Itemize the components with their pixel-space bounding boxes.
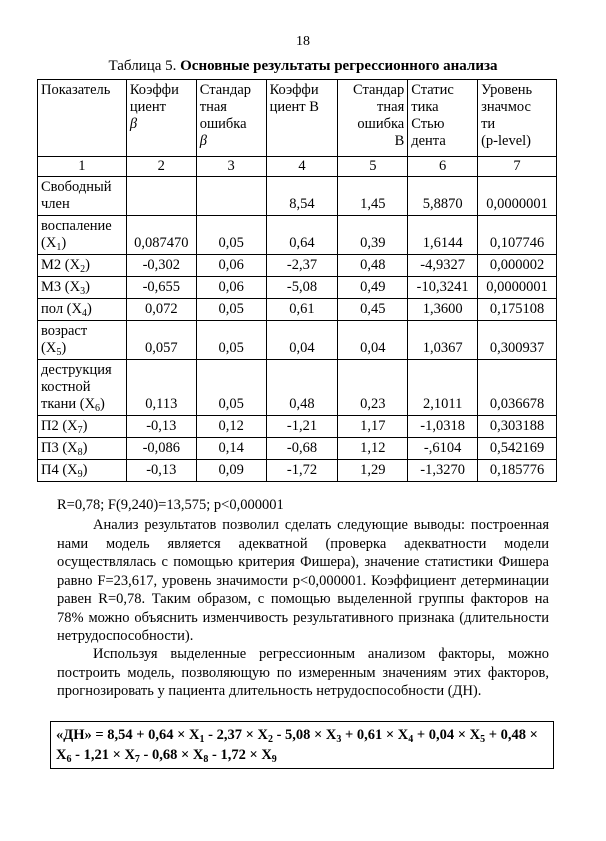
formula-term: + 0,48 × X bbox=[56, 727, 538, 763]
table-cell: 0,113 bbox=[126, 360, 196, 416]
table-cell: -1,0318 bbox=[408, 416, 478, 438]
table-cell: -2,37 bbox=[266, 255, 338, 277]
table-cell: 0,0000001 bbox=[478, 177, 557, 216]
table-header-row bbox=[38, 80, 557, 157]
formula-term: + 0,61 × X bbox=[341, 727, 409, 743]
header-indicator: Показатель bbox=[38, 80, 127, 157]
column-number: 2 bbox=[126, 157, 196, 177]
table-cell: -10,3241 bbox=[408, 277, 478, 299]
table-cell: 0,04 bbox=[338, 321, 408, 360]
formula-term: - 1,21 × X bbox=[71, 747, 135, 763]
header-se-b: Стандар тная ошибка В bbox=[338, 80, 408, 157]
formula-subscript: 8 bbox=[203, 754, 209, 765]
table-row bbox=[38, 438, 557, 460]
table-cell: 0,087470 bbox=[126, 216, 196, 255]
formula-subscript: 4 bbox=[408, 734, 414, 745]
regression-formula: «ДН» = $8,54 + 0,64 \times X_1 - 2,37 \times X_2 - 5,08 \times X_3 + 0,61 \times X_4 + 0,04 \times X_5 + 0,48 \times X_6 - 1,21 \times X_7 - 0,68 \times X_8 - 1,72 \times X_9$ bbox=[50, 721, 554, 769]
row-label: деструкция костной ткани $(X_6)$ bbox=[38, 360, 127, 416]
table-cell: 0,000002 bbox=[478, 255, 557, 277]
table-cell: 0,14 bbox=[196, 438, 266, 460]
table-cell: 0,05 bbox=[196, 216, 266, 255]
table-cell: 0,23 bbox=[338, 360, 408, 416]
table-row bbox=[38, 321, 557, 360]
row-label: М3 $(X_3)$ bbox=[38, 277, 127, 299]
row-label: П2 $(X_7)$ bbox=[38, 416, 127, 438]
row-label: пол $(X_4)$ bbox=[38, 299, 127, 321]
row-label: П3 $(X_8)$ bbox=[38, 438, 127, 460]
page-number: 18 bbox=[296, 34, 310, 49]
table-cell: 1,29 bbox=[338, 460, 408, 482]
formula-term: - 0,68 × X bbox=[139, 747, 204, 763]
table-cell: -0,302 bbox=[126, 255, 196, 277]
table-cell: 0,48 bbox=[266, 360, 338, 416]
paragraph-model: Используя выделенные регрессионным анализом факторы, можно построить модель, позволяющую по измеренным значениям этих факторов, прогнозировать у пациента длительность нетрудоспособности (ДН). bbox=[57, 646, 549, 699]
formula-subscript: 3 bbox=[336, 734, 342, 745]
table-cell: 0,48 bbox=[338, 255, 408, 277]
table-row bbox=[38, 299, 557, 321]
table-cell: -0,13 bbox=[126, 460, 196, 482]
table-row bbox=[38, 216, 557, 255]
table-cell: 0,036678 bbox=[478, 360, 557, 416]
formula-term: - 2,37 × X bbox=[204, 727, 268, 743]
table-row bbox=[38, 277, 557, 299]
table-cell: 0,49 bbox=[338, 277, 408, 299]
table-cell: -0,13 bbox=[126, 416, 196, 438]
table-cell: 2,1011 bbox=[408, 360, 478, 416]
table-cell: 0,0000001 bbox=[478, 277, 557, 299]
header-p-level: Уровень значмос ти (p-level) bbox=[478, 80, 557, 157]
table-cell: -1,21 bbox=[266, 416, 338, 438]
table-cell: 1,45 bbox=[338, 177, 408, 216]
caption-title: Основные результаты регрессионного анализа bbox=[180, 58, 498, 74]
formula-subscript: 7 bbox=[134, 754, 140, 765]
formula-subscript: 6 bbox=[66, 754, 72, 765]
table-cell: 0,05 bbox=[196, 321, 266, 360]
table-row bbox=[38, 460, 557, 482]
column-number: 5 bbox=[338, 157, 408, 177]
row-label: воспаление $(X_1)$ bbox=[38, 216, 127, 255]
table-cell: 0,057 bbox=[126, 321, 196, 360]
table-cell: 1,17 bbox=[338, 416, 408, 438]
table-cell: -,6104 bbox=[408, 438, 478, 460]
table-cell: -0,68 bbox=[266, 438, 338, 460]
table-row bbox=[38, 255, 557, 277]
row-label: возраст $(X_5)$ bbox=[38, 321, 127, 360]
column-number: 7 bbox=[478, 157, 557, 177]
table-cell: -5,08 bbox=[266, 277, 338, 299]
table-row bbox=[38, 360, 557, 416]
row-label: М2 $(X_2)$ bbox=[38, 255, 127, 277]
table-cell: 0,107746 bbox=[478, 216, 557, 255]
row-label: Свободный член bbox=[38, 177, 127, 216]
table-cell: -1,72 bbox=[266, 460, 338, 482]
table-cell: 1,0367 bbox=[408, 321, 478, 360]
column-number: 1 bbox=[38, 157, 127, 177]
table-cell: 1,6144 bbox=[408, 216, 478, 255]
column-number: 6 bbox=[408, 157, 478, 177]
table-cell: -4,9327 bbox=[408, 255, 478, 277]
caption-prefix: Таблица 5. bbox=[108, 58, 181, 74]
paragraph-conclusions: Анализ результатов позволил сделать следующие выводы: построенная нами модель является адекватной (проверка адекватности модели осуществлялась с помощью критерия Фишера), значение статистики Фишера равно F=23,617, уровень значимости p<0,000001. Коэффициент детерминации равен R=0,78. Таким образом, с помощью выделенной группы факторов на 78% можно объяснить изменчивость результативного признака (длительности нетрудоспособности). bbox=[57, 517, 549, 644]
table-cell: 0,09 bbox=[196, 460, 266, 482]
table-cell: 1,12 bbox=[338, 438, 408, 460]
row-label: П4 $(X_9)$ bbox=[38, 460, 127, 482]
table-cell bbox=[196, 177, 266, 216]
regression-table bbox=[37, 79, 557, 482]
column-number: 3 bbox=[196, 157, 266, 177]
table-caption bbox=[0, 58, 606, 75]
table-cell: 0,542169 bbox=[478, 438, 557, 460]
column-number-row bbox=[38, 157, 557, 177]
table-cell: 0,04 bbox=[266, 321, 338, 360]
formula-term: + 0,04 × X bbox=[413, 727, 481, 743]
formula-subscript: 1 bbox=[199, 734, 205, 745]
table-row bbox=[38, 177, 557, 216]
header-se-beta: Стандар тная ошибка β bbox=[196, 80, 266, 157]
table-cell: 0,06 bbox=[196, 255, 266, 277]
table-cell: 8,54 bbox=[266, 177, 338, 216]
table-cell: -1,3270 bbox=[408, 460, 478, 482]
table-cell: 0,12 bbox=[196, 416, 266, 438]
table-cell: -0,086 bbox=[126, 438, 196, 460]
table-cell bbox=[126, 177, 196, 216]
table-cell: 0,05 bbox=[196, 360, 266, 416]
header-beta: Коэффи циент β bbox=[126, 80, 196, 157]
header-t-stat: Статис тика Стью дента bbox=[408, 80, 478, 157]
table-cell: 0,61 bbox=[266, 299, 338, 321]
formula-term: - 1,72 × X bbox=[208, 747, 272, 763]
table-cell: 0,05 bbox=[196, 299, 266, 321]
table-cell: 0,45 bbox=[338, 299, 408, 321]
table-cell: 0,185776 bbox=[478, 460, 557, 482]
table-cell: 5,8870 bbox=[408, 177, 478, 216]
table-cell: 0,64 bbox=[266, 216, 338, 255]
table-cell: 1,3600 bbox=[408, 299, 478, 321]
formula-subscript: 2 bbox=[267, 734, 273, 745]
table-cell: 0,175108 bbox=[478, 299, 557, 321]
table-cell: 0,303188 bbox=[478, 416, 557, 438]
formula-subscript: 9 bbox=[271, 754, 277, 765]
formula-subscript: 5 bbox=[480, 734, 486, 745]
formula-term: - 5,08 × X bbox=[272, 727, 337, 743]
table-row bbox=[38, 416, 557, 438]
table-cell: 0,06 bbox=[196, 277, 266, 299]
table-cell: 0,072 bbox=[126, 299, 196, 321]
table-cell: -0,655 bbox=[126, 277, 196, 299]
stats-line: R=0,78; F(9,240)=13,575; p<0,000001 bbox=[57, 497, 284, 513]
column-number: 4 bbox=[266, 157, 338, 177]
table-cell: 0,39 bbox=[338, 216, 408, 255]
table-cell: 0,300937 bbox=[478, 321, 557, 360]
header-b: Коэффи циент В bbox=[266, 80, 338, 157]
